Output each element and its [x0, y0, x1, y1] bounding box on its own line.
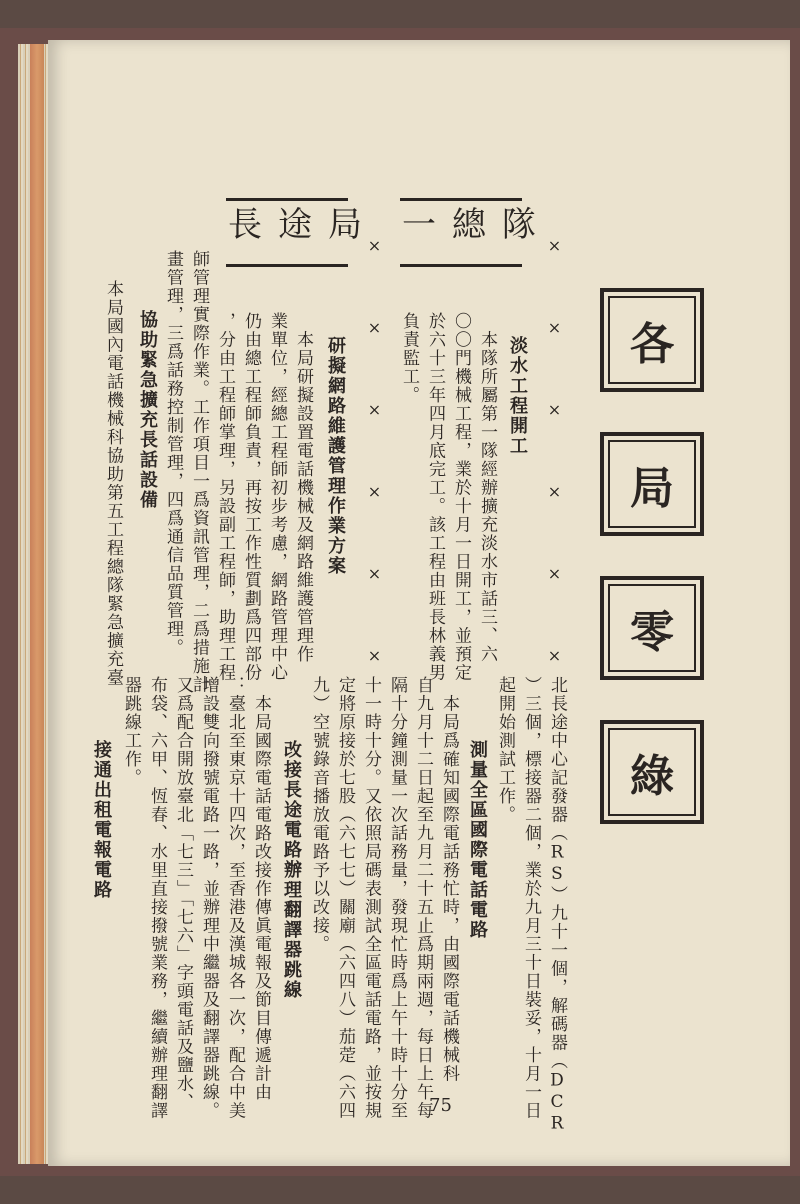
side-title-char-2: 局 — [630, 463, 674, 514]
network-line-4: ，分由工程師掌理，另設副工程師，助理工程 — [215, 312, 235, 682]
side-title-frame-3 — [600, 576, 704, 680]
assist-line-1: 本局國內電話機械科協助第五工程總隊緊急擴充臺 — [103, 280, 123, 687]
heading-assist: 協助緊急擴充長話設備 — [137, 310, 158, 510]
tanshui-line-4: 負責監工。 — [399, 312, 419, 405]
heading-measure: 測量全區國際電話電路 — [467, 740, 488, 940]
side-title-frame-2 — [600, 432, 704, 536]
north-line-3: 起開始測試工作。 — [495, 676, 515, 824]
main-title-2: 長途局 — [228, 205, 378, 245]
network-line-1: 本局研擬設置電話機械及網路維護管理作 — [293, 312, 313, 664]
x-mark-column-1: × × × × × × — [545, 236, 564, 687]
translator-line-1: 本局國際電話電路改接作傳眞電報及節目傳遞計由 — [251, 676, 271, 1102]
red-page-edge — [30, 44, 44, 1164]
side-title-char-4: 綠 — [630, 751, 674, 802]
title-rule-bottom-2 — [226, 264, 348, 267]
network-line-5: 師管理實際作業。工作項目一爲資訊管理，二爲措施計 — [189, 250, 209, 694]
side-title-frame-1 — [600, 288, 704, 392]
heading-telegraph: 接通出租電報電路 — [91, 740, 112, 900]
title-rule-top-2 — [226, 198, 348, 201]
side-title-char-3: 零 — [630, 607, 674, 658]
book-page — [48, 40, 790, 1166]
main-title-1: 一總隊 — [402, 205, 552, 245]
network-line-2: 業單位，經總工程師初步考慮，網路管理中心 — [267, 312, 287, 682]
heading-tanshui: 淡水工程開工 — [507, 336, 528, 456]
tanshui-line-3: 於六十三年四月底完工。該工程由班長林義男 — [425, 312, 445, 682]
translator-line-5: 布袋、六甲、恆春、水里直接撥號業務，繼續辦理翻譯 — [147, 676, 167, 1120]
translator-line-3: 增設雙向撥號電路一路，並辦理中繼器及翻譯器跳線。 — [199, 676, 219, 1120]
page-number: 75 — [429, 1095, 452, 1116]
heading-translator: 改接長途電路辦理翻譯器跳線 — [281, 740, 302, 1000]
north-line-2: ）三個，標接器二個，業於九月三十日裝妥，十月一日 — [521, 676, 541, 1120]
heading-network: 研擬網路維護管理作業方案 — [325, 336, 346, 576]
measure-line-6: 九）空號錄音播放電路予以改接。 — [309, 676, 329, 954]
tanshui-line-2: 〇〇門機械工程，業於十月一日開工，並預定 — [451, 312, 471, 682]
title-rule-top — [400, 198, 522, 201]
network-line-3: 仍由總工程師負責，再按工作性質劃爲四部份 — [241, 312, 261, 682]
network-line-6: 畫管理，三爲話務控制管理，四爲通信品質管理。 — [163, 250, 183, 657]
measure-line-5: 定將原接於七股（六七七）關廟（六四八）茄萣（六四 — [335, 676, 355, 1120]
measure-line-1: 本局爲確知國際電話務忙時，由國際電話機械科 — [439, 676, 459, 1083]
title-rule-bottom — [400, 264, 522, 267]
side-title-frame-4 — [600, 720, 704, 824]
translator-line-2: ：臺北至東京十四次，至香港及漢城各一次，配合中美 — [225, 676, 245, 1120]
tanshui-line-1: 本隊所屬第一隊經辦擴充淡水市話三、六 — [477, 312, 497, 664]
measure-line-2: 自九月十二日起至九月二十五止爲期兩週，每日上午每 — [413, 676, 433, 1120]
north-line-1: 北長途中心記發器（RS）九十一個，解碼器（DCR — [547, 676, 567, 1135]
measure-line-3: 隔十分鐘測量一次話務量，發現忙時爲上午十時十分至 — [387, 676, 407, 1120]
x-mark-column-2: × × × × × × — [365, 236, 384, 687]
translator-line-6: 器跳線工作。 — [121, 676, 141, 787]
translator-line-4: 又爲配合開放臺北「七三」「七六」字頭電話及鹽水、 — [173, 676, 193, 1112]
side-title-char-1: 各 — [630, 319, 674, 370]
measure-line-4: 十一時十分。又依照局碼表測試全區電話電路，並按規 — [361, 676, 381, 1120]
